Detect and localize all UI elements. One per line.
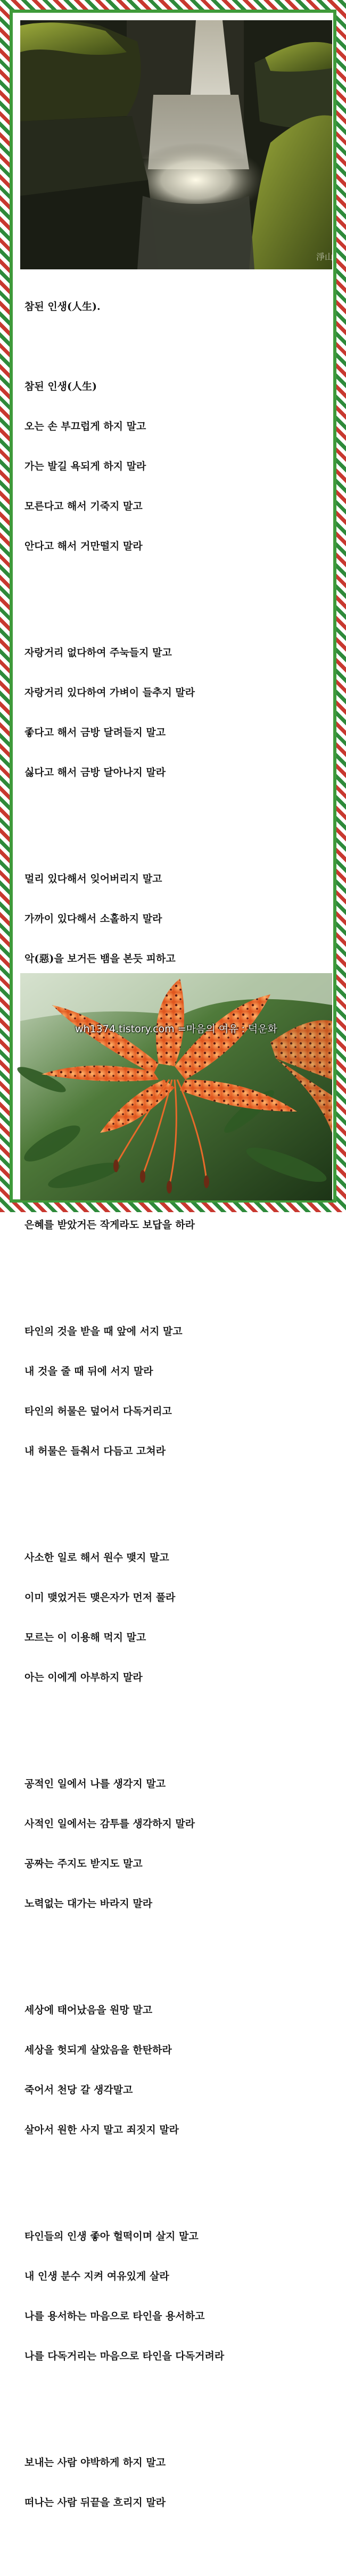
- poem-line: 이미 맺었거든 맺은자가 먼저 풀라: [24, 1592, 176, 1603]
- poem-line: 떠나는 사람 뒤끝을 흐리지 말라: [24, 2497, 166, 2508]
- poem-line: 타인의 것을 받을 때 앞에 서지 말고: [24, 1326, 183, 1337]
- stanza: [24, 1751, 323, 1937]
- poem-line: 가는 발길 욕되게 하지 말라: [24, 460, 146, 472]
- poem-line: 모른다고 해서 기죽지 말고: [24, 500, 143, 512]
- poem-line: 아는 이에게 아부하지 말라: [24, 1672, 143, 1683]
- photo-signature: 淨山: [316, 252, 334, 262]
- poem-line: 세상에 태어났음을 원망 말고: [24, 2004, 153, 2016]
- stanza: [24, 1977, 323, 2163]
- poem-line: 내 것을 줄 때 뒤에 서지 말라: [24, 1365, 153, 1377]
- poem-line: 참된 인생(人生): [24, 381, 97, 392]
- poem-line: 자랑거리 없다하여 주눅들지 말고: [24, 647, 172, 659]
- poem-line: 자랑거리 있다하여 가벼이 들추지 말라: [24, 687, 195, 698]
- poem-line: 세상을 헛되게 살았음을 한탄하라: [24, 2044, 172, 2056]
- poem-line: 죽어서 천당 갈 생각말고: [24, 2084, 133, 2096]
- poem-line: 타인들의 인생 좋아 헐떡이며 살지 말고: [24, 2231, 199, 2242]
- poem-line: 좋다고 해서 금방 달려들지 말고: [24, 727, 166, 738]
- poem-line: 사적인 일에서는 감투를 생각하지 말라: [24, 1818, 195, 1830]
- stanza: [24, 2430, 323, 2536]
- poem-line: 나를 다독거리는 마음으로 타인을 다독거려라: [24, 2350, 225, 2362]
- poem-line: 공짜는 주지도 받지도 말고: [24, 1858, 143, 1870]
- stanza: [24, 1525, 323, 1711]
- poem-line: 안다고 해서 거만떨지 말라: [24, 540, 143, 552]
- stanza: [24, 2203, 323, 2390]
- poem-line: 모르는 이 이용해 먹지 말고: [24, 1632, 146, 1643]
- waterfall-photo: [20, 20, 332, 269]
- poem-line: 보내는 사람 야박하게 하지 말고: [24, 2457, 166, 2468]
- poem-line: 은혜를 받았거든 작게라도 보답을 하라: [24, 1219, 195, 1231]
- poem-line: 오는 손 부끄럽게 하지 말고: [24, 421, 146, 432]
- poem-line: 싫다고 해서 금방 달아나지 말라: [24, 767, 166, 778]
- poem-text: [24, 274, 323, 2576]
- poem-title: 참된 인생(人生).: [24, 301, 101, 312]
- poem-line: 공적인 일에서 나를 생각지 말고: [24, 1778, 166, 1790]
- poem-line: 가까이 있다해서 소홀하지 말라: [24, 913, 162, 925]
- content-panel: [10, 10, 336, 2508]
- blog-credit: wh1374.tistory.com =마음의 여유 : 덕운화: [75, 1023, 277, 1035]
- poem-line: 살아서 원한 사지 말고 죄짓지 말라: [24, 2124, 179, 2136]
- stanza: [24, 353, 323, 580]
- poem-line: 나를 용서하는 마음으로 타인을 용서하고: [24, 2310, 205, 2322]
- stanza: [24, 1298, 323, 1485]
- poem-line: 악(惡)을 보거든 뱀을 본듯 피하고: [24, 953, 176, 965]
- poem-line: 멀리 있다해서 잊어버리지 말고: [24, 873, 162, 885]
- tiger-lily-photo: [20, 973, 332, 1200]
- poem-line: 내 허물은 들춰서 다듬고 고쳐라: [24, 1445, 166, 1457]
- poem-line: 타인의 허물은 덮어서 다독거리고: [24, 1405, 172, 1417]
- stanza: [24, 620, 323, 806]
- poem-line: 내 인생 분수 지켜 여유있게 살라: [24, 2270, 169, 2282]
- poem-line: 사소한 일로 해서 원수 맺지 말고: [24, 1552, 169, 1563]
- poem-line: 노력없는 대가는 바라지 말라: [24, 1898, 153, 1910]
